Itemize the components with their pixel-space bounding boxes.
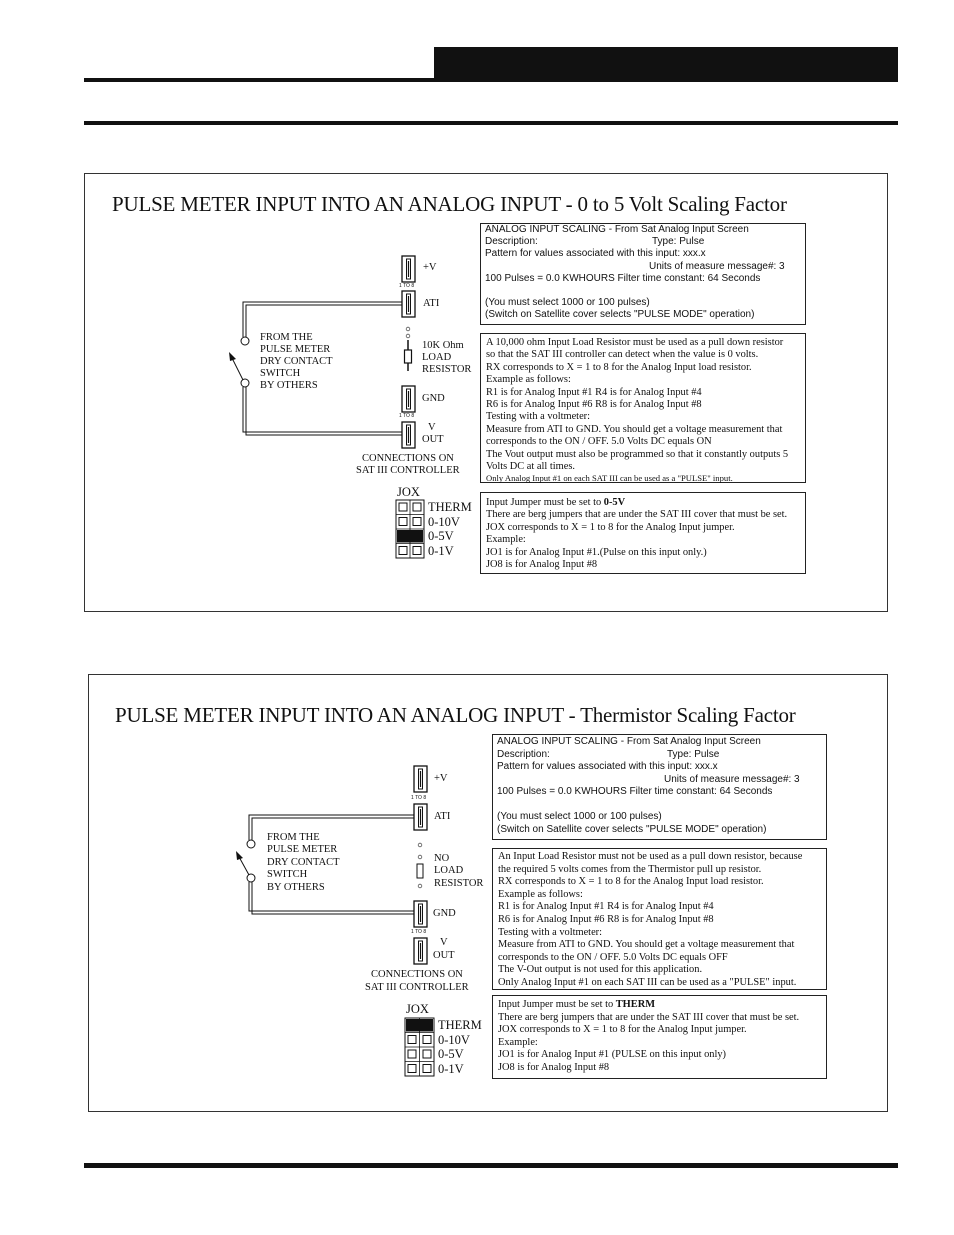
scaling-line-1: ANALOG INPUT SCALING - From Sat Analog Input Screen: [497, 736, 761, 747]
scaling-line-8: (Switch on Satellite cover selects "PULSE MODE" operation): [485, 309, 755, 320]
scaling-line-2: Description:: [497, 748, 550, 760]
scaling-line-2: Description:: [485, 236, 538, 247]
resistor-label-3: RESISTOR: [434, 878, 484, 889]
dry-contact-switch: [236, 840, 255, 882]
resistor-note-9: corresponds to the ON / OFF. 5.0 Volts DC equals ON: [486, 436, 712, 448]
jox-option-0-5v: 0-5V: [438, 1047, 464, 1061]
resistor-note-10: The Vout output must also be programmed so that it constantly outputs 5: [486, 448, 789, 460]
scaling-line-5: 100 Pulses = 0.0 KWHOURS Filter time constant: 64 Seconds: [497, 786, 773, 797]
jumper-note-setting: THERM: [615, 999, 656, 1010]
switch-label-3: DRY CONTACT: [267, 857, 340, 868]
terminal-ati: [414, 804, 427, 830]
jumper-note-6: JO8 is for Analog Input #8: [498, 1062, 610, 1073]
analog-input-scaling-box: [492, 734, 827, 840]
resistor-note-9: corresponds to the ON / OFF. 5.0 Volts DC equals OFF: [498, 951, 728, 963]
label-v: V: [428, 422, 436, 433]
resistor-note-7: Testing with a voltmeter:: [486, 411, 591, 423]
jox-option-therm: THERM: [428, 500, 472, 514]
connections-label-1: CONNECTIONS ON: [362, 453, 454, 464]
resistor-note-1: A 10,000 ohm Input Load Resistor must be used as a pull down resistor: [486, 337, 784, 348]
scaling-type: Type: Pulse: [652, 236, 705, 247]
connections-label-2: SAT III CONTROLLER: [356, 465, 460, 476]
jox-option-0-10v: 0-10V: [438, 1032, 470, 1047]
panel-title: PULSE METER INPUT INTO AN ANALOG INPUT - 0 to 5 Volt Scaling Factor: [112, 192, 787, 216]
jox-option-0-1v: 0-1V: [428, 543, 454, 558]
switch-label-5: BY OTHERS: [260, 380, 318, 391]
jumper-note-3: JOX corresponds to X = 1 to 8 for the Analog Input jumper.: [486, 521, 735, 533]
resistor-note-10: The V-Out output is not used for this application.: [498, 964, 703, 976]
jumper-note-1: [498, 999, 655, 1011]
no-load-resistor-symbol: [417, 843, 423, 888]
resistor-note-2: the required 5 volts comes from the Thermistor pull up resistor.: [498, 863, 762, 875]
label-v: V: [440, 937, 448, 948]
label-gnd: GND: [422, 393, 445, 404]
jox-option-0-5v: 0-5V: [428, 529, 454, 543]
switch-label-5: BY OTHERS: [267, 882, 325, 893]
jumper-note-5: JO1 is for Analog Input #1.(Pulse on this input only.): [486, 546, 707, 558]
label-1to8-b: 1 TO 8: [399, 413, 415, 419]
jumper-note-6: JO8 is for Analog Input #8: [486, 559, 598, 570]
jumper-note-4: Example:: [486, 534, 526, 546]
resistor-note-5: R1 is for Analog Input #1 R4 is for Analog Input #4: [486, 386, 702, 398]
label-out: OUT: [433, 950, 455, 961]
resistor-note-1: An Input Load Resistor must not be used as a pull down resistor, because: [498, 851, 803, 862]
switch-label-2: PULSE METER: [260, 344, 331, 355]
resistor-label-1: 10K Ohm: [422, 340, 464, 351]
resistor-label-2: LOAD: [422, 352, 452, 363]
label-gnd: GND: [433, 908, 456, 919]
label-plus-v: +V: [434, 773, 448, 784]
label-out: OUT: [422, 434, 444, 445]
jumper-note-2: There are berg jumpers that are under the SAT III cover that must be set.: [486, 509, 788, 521]
scaling-line-1: ANALOG INPUT SCALING - From Sat Analog Input Screen: [485, 224, 749, 235]
jox-option-therm: THERM: [438, 1018, 482, 1032]
resistor-label-1: NO: [434, 853, 450, 864]
scaling-line-8: (Switch on Satellite cover selects "PULSE MODE" operation): [497, 823, 767, 835]
scaling-units: Units of measure message#: 3: [649, 261, 785, 272]
scaling-line-7: (You must select 1000 or 100 pulses): [497, 811, 662, 822]
jumper-note-lead: Input Jumper must be set to: [498, 999, 616, 1010]
label-plus-v: +V: [423, 262, 437, 273]
jox-title: JOX: [406, 1002, 429, 1016]
scaling-type: Type: Pulse: [667, 748, 720, 760]
resistor-note-8: Measure from ATI to GND. You should get a voltage measurement that: [498, 939, 795, 951]
resistor-label-3: RESISTOR: [422, 364, 472, 375]
jumper-note-setting: 0-5V: [603, 497, 626, 508]
resistor-note-11: Only Analog Input #1 on each SAT III can be used as a "PULSE" input.: [498, 977, 797, 988]
switch-label-1: FROM THE: [260, 332, 313, 343]
input-jumper-note-box: [492, 995, 827, 1079]
resistor-note-7: Testing with a voltmeter:: [498, 926, 603, 938]
resistor-note-4: Example as follows:: [486, 374, 571, 386]
jumper-note-3: JOX corresponds to X = 1 to 8 for the Analog Input jumper.: [498, 1024, 747, 1036]
resistor-note-3: RX corresponds to X = 1 to 8 for the Analog Input load resistor.: [486, 361, 752, 373]
jox-option-0-10v: 0-10V: [428, 514, 460, 529]
resistor-label-2: LOAD: [434, 865, 464, 876]
jox-jumper-block: [405, 1018, 434, 1076]
jox-option-0-1v: 0-1V: [438, 1061, 464, 1076]
resistor-note-6: R6 is for Analog Input #6 R8 is for Analog Input #8: [498, 914, 714, 925]
resistor-note-2: so that the SAT III controller can detect when the value is 0 volts.: [486, 349, 759, 361]
switch-label-2: PULSE METER: [267, 844, 338, 855]
resistor-note-3: RX corresponds to X = 1 to 8 for the Analog Input load resistor.: [498, 876, 764, 888]
connections-label-2: SAT III CONTROLLER: [365, 982, 469, 993]
resistor-note-4: Example as follows:: [498, 888, 583, 900]
scaling-units: Units of measure message#: 3: [664, 773, 800, 785]
jox-title: JOX: [397, 485, 420, 499]
resistor-note-8: Measure from ATI to GND. You should get a voltage measurement that: [486, 423, 783, 435]
switch-label-4: SWITCH: [260, 368, 301, 379]
label-1to8-a: 1 TO 8: [411, 795, 427, 801]
scaling-line-5: 100 Pulses = 0.0 KWHOURS Filter time constant: 64 Seconds: [485, 273, 761, 284]
label-ati: ATI: [434, 811, 451, 822]
switch-label-3: DRY CONTACT: [260, 356, 333, 367]
switch-label-4: SWITCH: [267, 869, 308, 880]
resistor-note-11: Volts DC at all times.: [486, 461, 575, 472]
jumper-note-lead: Input Jumper must be set to: [486, 497, 604, 508]
label-ati: ATI: [423, 298, 440, 309]
resistor-note-small: Only Analog Input #1 on each SAT III can be used as a "PULSE" input.: [486, 473, 733, 483]
panel-title: PULSE METER INPUT INTO AN ANALOG INPUT - Thermistor Scaling Factor: [115, 703, 796, 727]
switch-label-1: FROM THE: [267, 832, 320, 843]
scaling-line-3: Pattern for values associated with this input: xxx.x: [485, 248, 706, 259]
terminal-plus-v: [414, 766, 427, 792]
label-1to8-a: 1 TO 8: [399, 283, 415, 289]
jumper-note-2: There are berg jumpers that are under the SAT III cover that must be set.: [498, 1011, 800, 1023]
jumper-note-5: JO1 is for Analog Input #1 (PULSE on this input only): [498, 1049, 727, 1061]
resistor-note-5: R1 is for Analog Input #1 R4 is for Analog Input #4: [498, 901, 714, 913]
connections-label-1: CONNECTIONS ON: [371, 969, 463, 980]
terminal-vout: [414, 938, 427, 964]
load-resistor-note-box: [492, 848, 827, 990]
terminal-gnd: [414, 901, 427, 927]
scaling-line-7: (You must select 1000 or 100 pulses): [485, 297, 650, 308]
resistor-note-6: R6 is for Analog Input #6 R8 is for Analog Input #8: [486, 399, 702, 410]
jumper-note-4: Example:: [498, 1036, 538, 1048]
scaling-line-3: Pattern for values associated with this input: xxx.x: [497, 761, 718, 772]
label-1to8-b: 1 TO 8: [411, 929, 427, 935]
